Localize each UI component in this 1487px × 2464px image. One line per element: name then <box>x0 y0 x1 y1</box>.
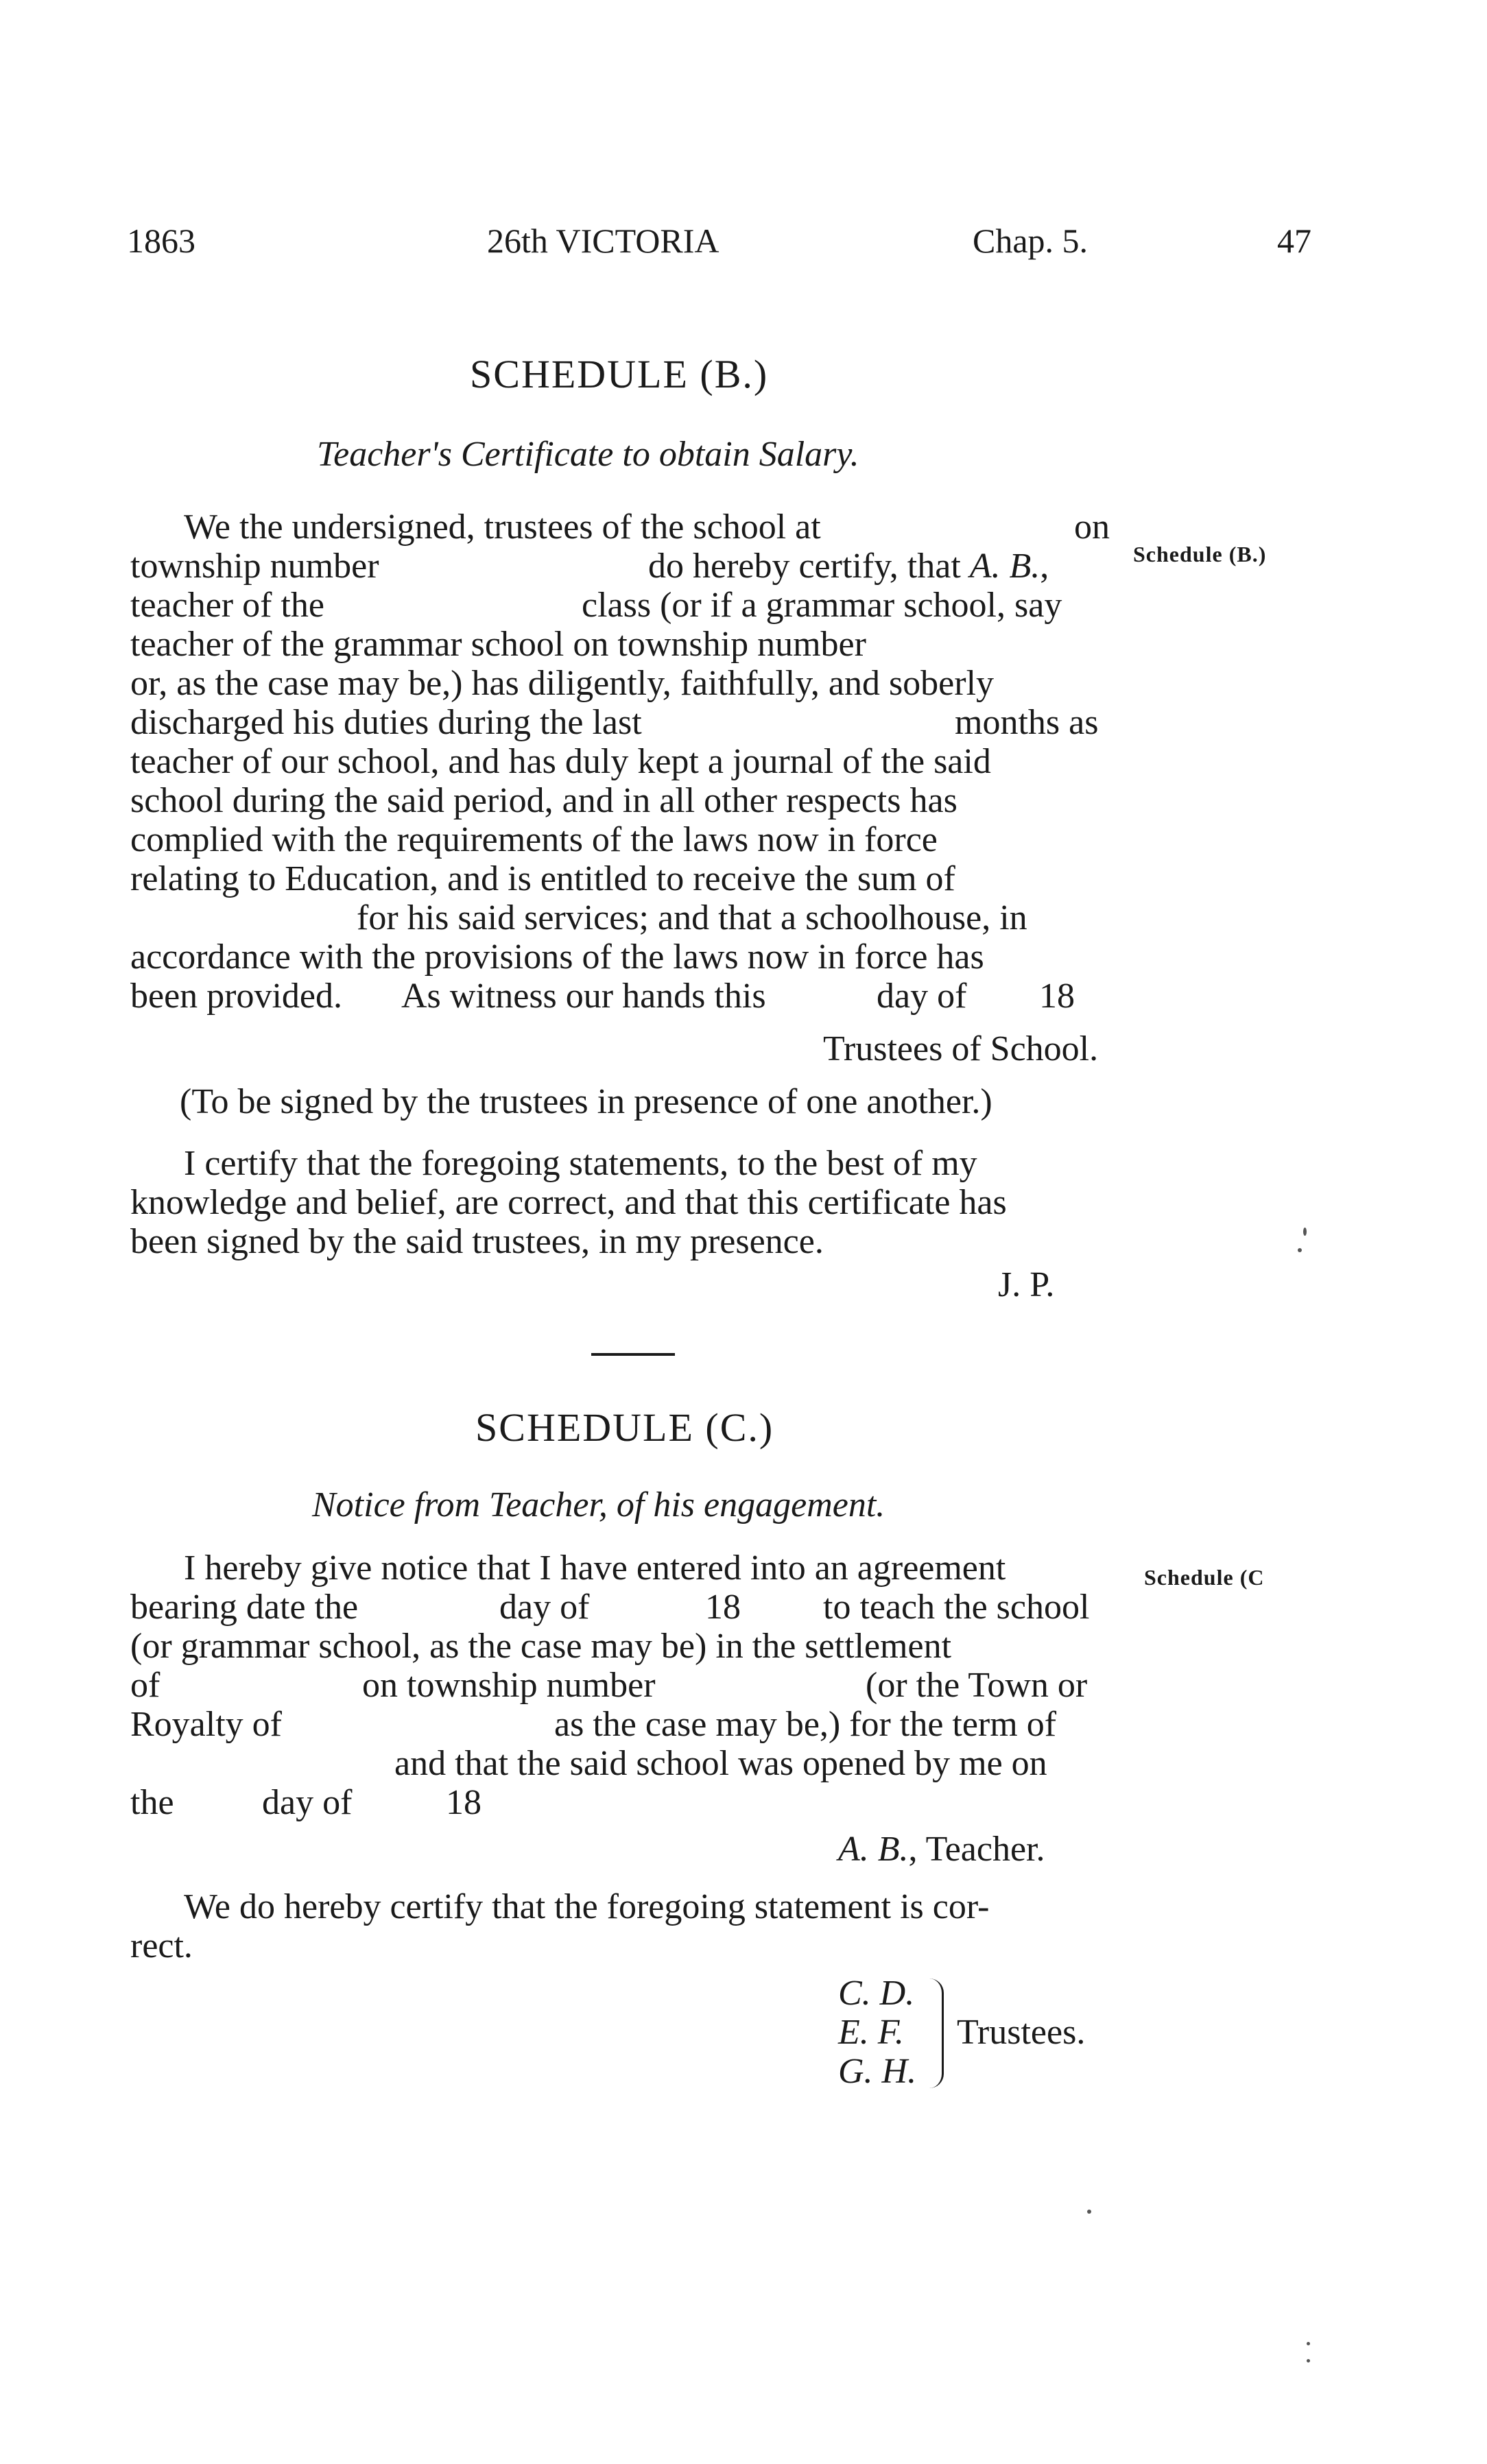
schedule-c-line: of <box>130 1666 160 1705</box>
scan-speck <box>1307 2359 1310 2363</box>
schedule-b-line: school during the said period, and in all other respects has <box>130 781 957 820</box>
signatory: E. F. <box>838 2013 904 2052</box>
right-brace <box>929 1978 944 2088</box>
schedule-b-line: accordance with the provisions of the laws now in force has <box>130 937 984 977</box>
schedule-c-margin-note: Schedule (C <box>1144 1565 1265 1590</box>
schedule-b-line: been provided. <box>130 977 343 1016</box>
header-page-number: 47 <box>1277 222 1311 260</box>
schedule-c-line: bearing date the <box>130 1588 359 1627</box>
schedule-b-line: As witness our hands this <box>401 977 766 1016</box>
schedule-b-trustees-signature: Trustees of School. <box>823 1029 1099 1068</box>
schedule-b-line: for his said services; and that a schoolhouse, in <box>357 898 1027 937</box>
schedule-c-line: day of <box>262 1783 353 1822</box>
scan-speck <box>1303 1228 1307 1236</box>
schedule-c-line: the <box>130 1783 174 1822</box>
schedule-b-margin-note: Schedule (B.) <box>1133 542 1267 566</box>
scan-speck <box>1307 2342 1310 2345</box>
schedule-b-line: relating to Education, and is entitled to receive the sum of <box>130 859 955 898</box>
schedule-c-line: on township number <box>362 1666 656 1705</box>
schedule-b-line: township number <box>130 547 379 586</box>
signatory: C. D. <box>838 1974 915 2013</box>
schedule-b-certify-line: I certify that the foregoing statements, to the best of my <box>184 1144 977 1183</box>
header-reign: 26th VICTORIA <box>487 222 719 260</box>
schedule-b-line: teacher of the <box>130 586 324 625</box>
schedule-c-line: Royalty of <box>130 1705 282 1744</box>
schedule-c-line: and that the said school was opened by me on <box>394 1744 1047 1783</box>
schedule-b-line: teacher of the grammar school on township number <box>130 625 866 664</box>
schedule-b-line: or, as the case may be,) has diligently, faithfully, and soberly <box>130 664 995 703</box>
scan-speck <box>1298 1248 1302 1252</box>
header-year: 1863 <box>127 222 195 260</box>
schedule-b-subtitle: Teacher's Certificate to obtain Salary. <box>317 435 859 474</box>
schedule-c-confirm-line: rect. <box>130 1926 193 1965</box>
schedule-b-line: do hereby certify, that A. B., <box>648 547 1049 586</box>
schedule-b-line: months as <box>955 703 1099 742</box>
section-divider <box>591 1353 675 1356</box>
schedule-b-line: teacher of our school, and has duly kept a journal of the said <box>130 742 991 781</box>
schedule-c-line: 18 <box>446 1783 481 1822</box>
signatory: G. H. <box>838 2052 917 2091</box>
schedule-c-confirm-line: We do hereby certify that the foregoing statement is cor- <box>184 1887 990 1926</box>
schedule-b-certify-line: been signed by the said trustees, in my presence. <box>130 1222 824 1261</box>
schedule-b-line: discharged his duties during the last <box>130 703 642 742</box>
schedule-c-line: (or the Town or <box>866 1666 1088 1705</box>
schedule-b-line: 18 <box>1039 977 1075 1016</box>
schedule-b-line: class (or if a grammar school, say <box>582 586 1062 625</box>
schedule-b-certify-line: knowledge and belief, are correct, and that this certificate has <box>130 1183 1007 1222</box>
schedule-c-line: as the case may be,) for the term of <box>554 1705 1057 1744</box>
schedule-c-line: 18 <box>705 1588 741 1627</box>
schedule-c-title: SCHEDULE (C.) <box>475 1405 774 1450</box>
scan-speck <box>1087 2210 1091 2214</box>
schedule-c-line: day of <box>499 1588 590 1627</box>
schedule-c-subtitle: Notice from Teacher, of his engagement. <box>312 1485 885 1524</box>
schedule-b-line: on <box>1074 507 1110 547</box>
schedule-b-line: We the undersigned, trustees of the school at <box>184 507 821 547</box>
schedule-b-instruction: (To be signed by the trustees in presence of one another.) <box>180 1082 992 1121</box>
schedule-b-jp-signature: J. P. <box>998 1265 1055 1304</box>
schedule-c-teacher-signature: A. B., Teacher. <box>838 1830 1045 1869</box>
schedule-c-line: I hereby give notice that I have entered into an agreement <box>184 1548 1006 1588</box>
schedule-b-line: complied with the requirements of the laws now in force <box>130 820 938 859</box>
schedule-b-line: day of <box>877 977 967 1016</box>
schedule-c-line: (or grammar school, as the case may be) in the settlement <box>130 1627 952 1666</box>
schedule-b-title: SCHEDULE (B.) <box>470 352 769 396</box>
header-chapter: Chap. 5. <box>973 222 1089 260</box>
signatories-role: Trustees. <box>957 2013 1086 2052</box>
schedule-c-line: to teach the school <box>823 1588 1090 1627</box>
